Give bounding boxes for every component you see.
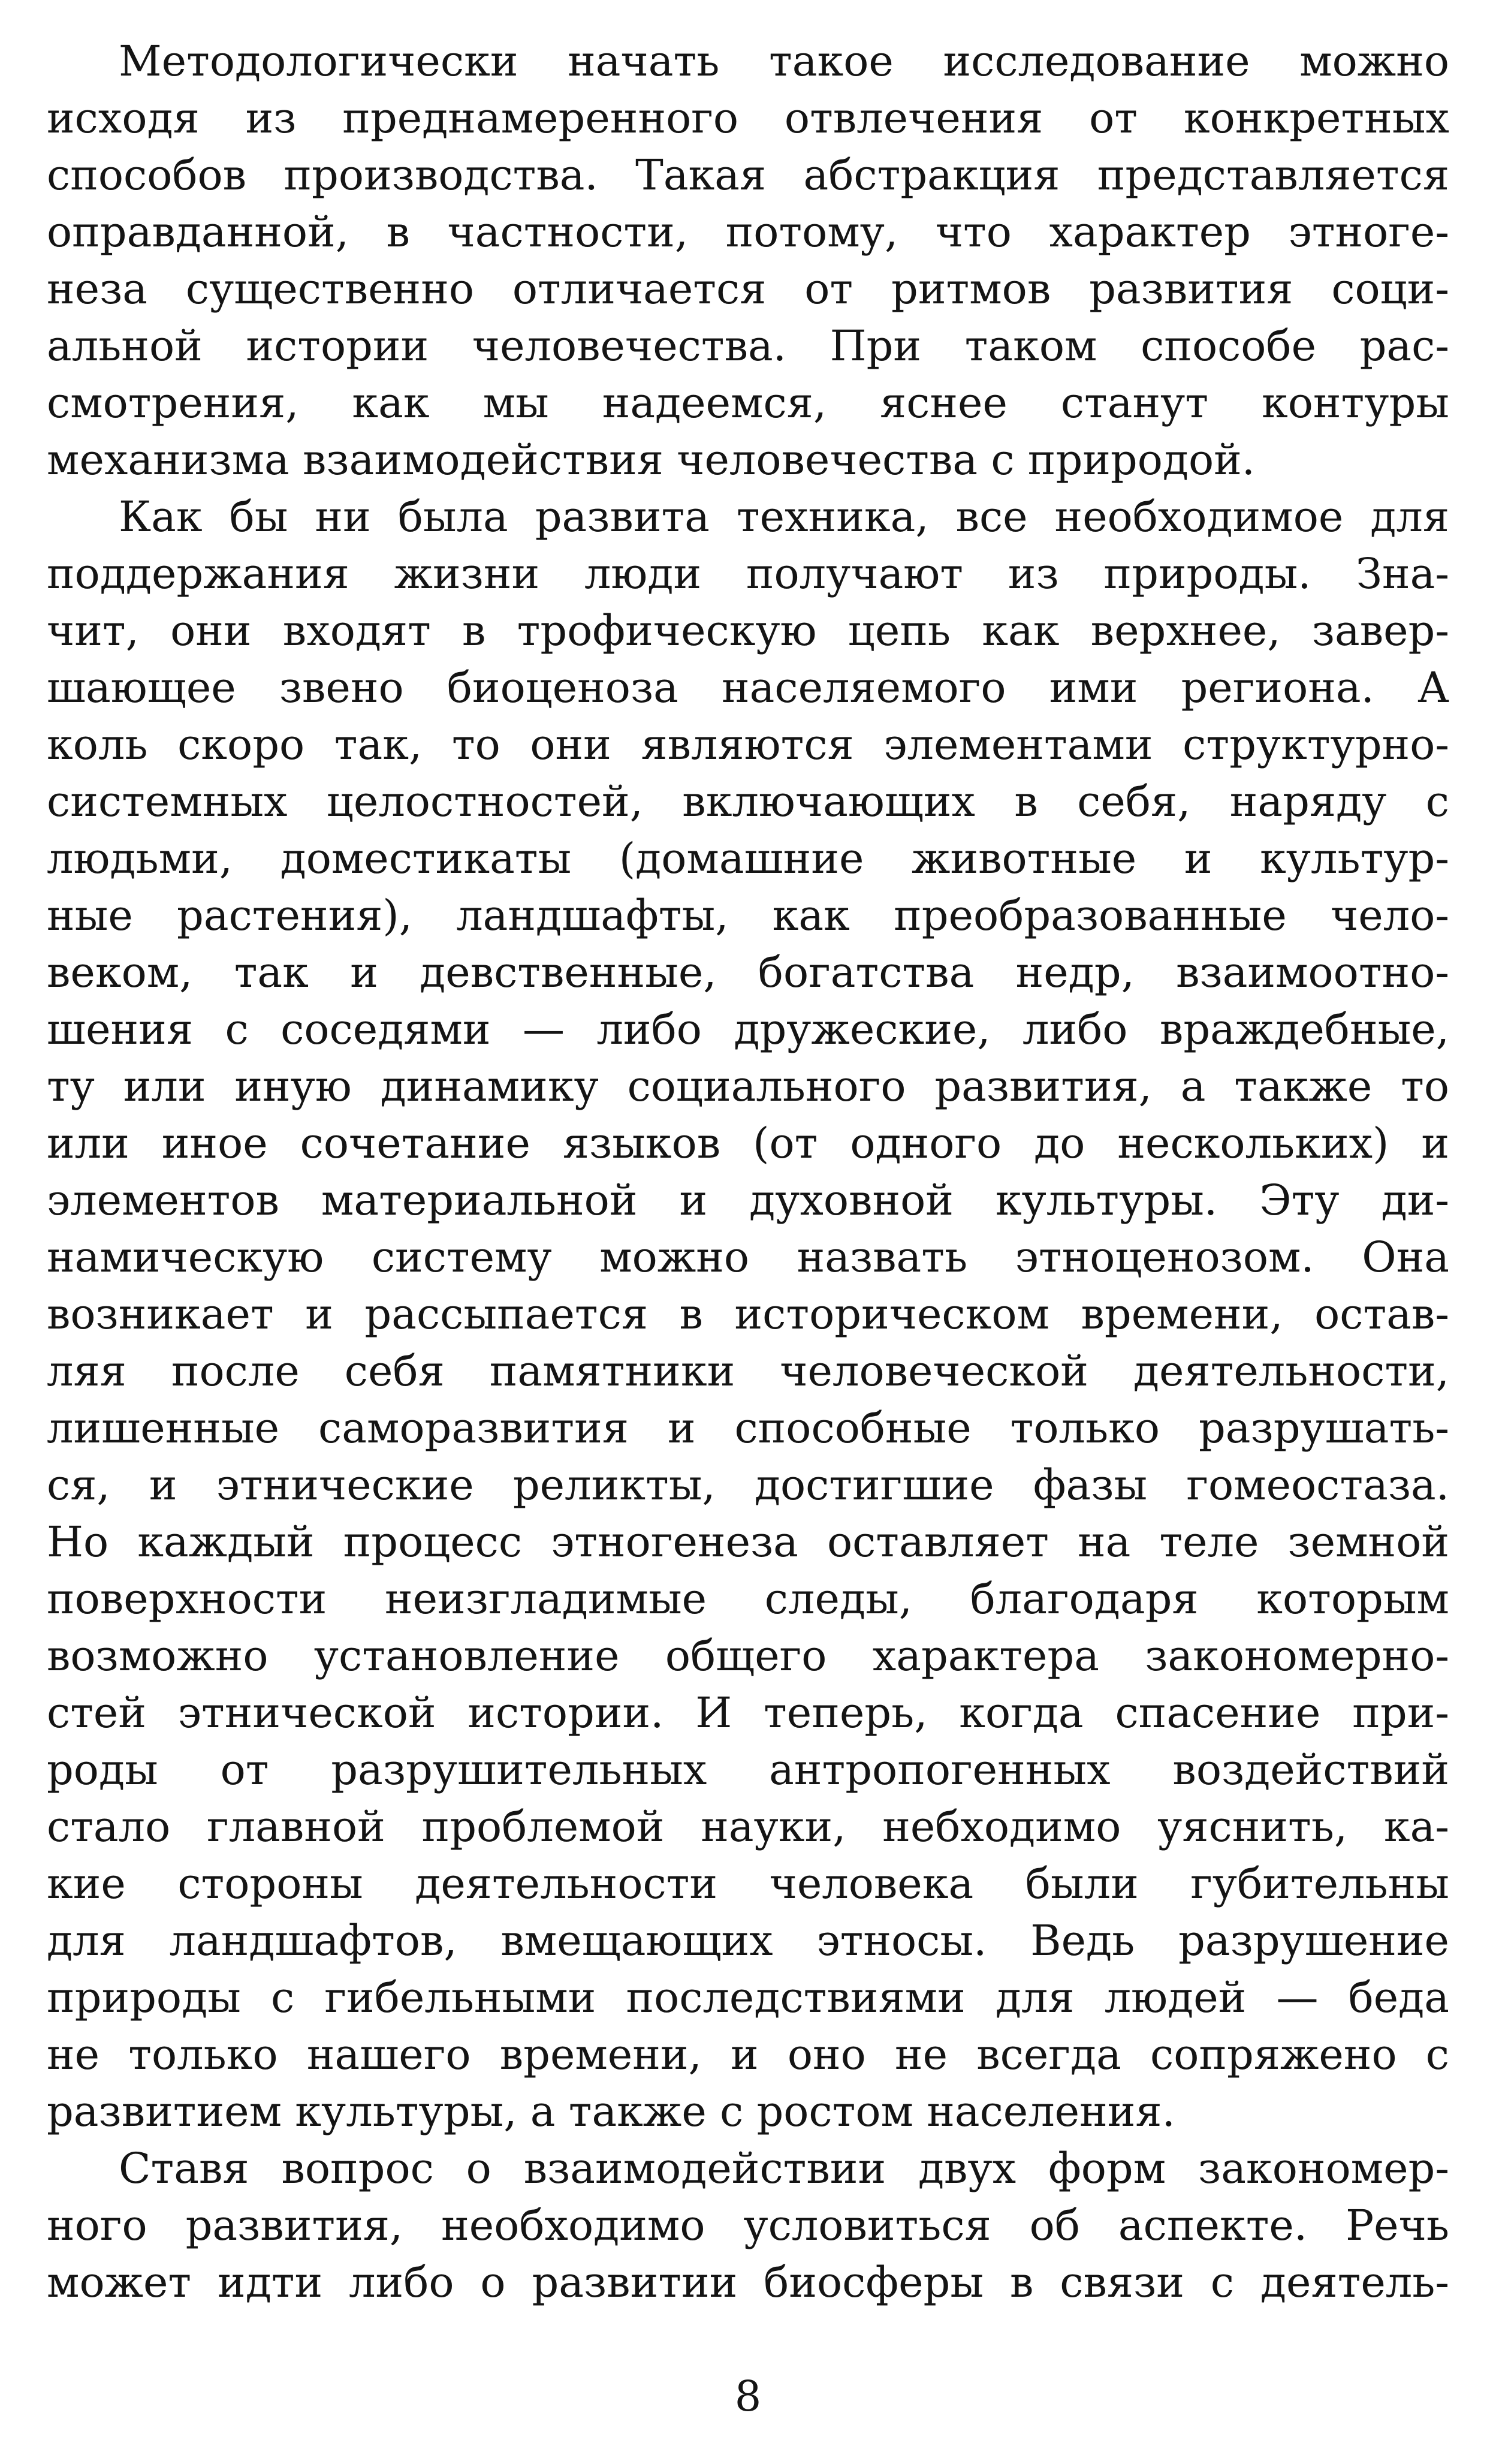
text-line: шающее звено биоценоза населяемого ими региона. А: [47, 663, 1449, 712]
text-line: роды от разрушительных антропогенных воздействий: [47, 1745, 1449, 1794]
text-line: кие стороны деятельности человека были губительны: [47, 1859, 1449, 1908]
text-line: неза существенно отличается от ритмов развития соци-: [47, 264, 1449, 314]
text-line: смотрения, как мы надеемся, яснее станут контуры: [47, 378, 1449, 427]
text-line: поддержания жизни люди получают из природы. Зна-: [47, 549, 1449, 598]
text-line: поверхности неизгладимые следы, благодаря которым: [47, 1574, 1449, 1623]
text-line: оправданной, в частности, потому, что характер этноге-: [47, 207, 1449, 257]
text-line: стало главной проблемой науки, небходимо уяснить, ка-: [47, 1802, 1449, 1851]
page-number: 8: [734, 2372, 762, 2421]
text-line: ляя после себя памятники человеческой деятельности,: [47, 1347, 1449, 1396]
body-text: [47, 33, 1449, 2311]
text-line: ту или иную динамику социального развития, а также то: [47, 1062, 1449, 1111]
text-line: веком, так и девственные, богатства недр, взаимоотно-: [47, 948, 1449, 997]
text-line: системных целостностей, включающих в себя, наряду с: [47, 777, 1449, 826]
book-page: [47, 33, 1449, 2431]
text-line: природы с гибельными последствиями для людей — беда: [47, 1973, 1449, 2022]
text-line: людьми, доместикаты (домашние животные и культур-: [47, 834, 1449, 883]
text-line: Как бы ни была развита техника, все необходимое для: [119, 492, 1449, 541]
text-line: ного развития, необходимо условиться об аспекте. Речь: [47, 2201, 1449, 2250]
text-line: для ландшафтов, вмещающих этносы. Ведь разрушение: [47, 1916, 1449, 1965]
text-line: не только нашего времени, и оно не всегда сопряжено с: [47, 2030, 1449, 2079]
text-line: возникает и рассыпается в историческом времени, остав-: [47, 1290, 1449, 1339]
text-line: коль скоро так, то они являются элементами структурно-: [47, 720, 1449, 769]
text-line: намическую систему можно назвать этноценозом. Она: [47, 1233, 1449, 1282]
text-line: чит, они входят в трофическую цепь как верхнее, завер-: [47, 606, 1449, 655]
text-line: механизма взаимодействия человечества с природой.: [47, 435, 1256, 484]
text-line: элементов материальной и духовной культуры. Эту ди-: [47, 1176, 1449, 1225]
text-line: способов производства. Такая абстракция представляется: [47, 150, 1449, 200]
text-line: Но каждый процесс этногенеза оставляет на теле земной: [47, 1517, 1449, 1567]
text-line: шения с соседями — либо дружеские, либо враждебные,: [47, 1005, 1449, 1054]
text-line: Методологически начать такое исследование можно: [119, 37, 1449, 86]
text-line: Ставя вопрос о взаимодействии двух форм закономер-: [119, 2144, 1449, 2193]
text-line: альной истории человечества. При таком способе рас-: [47, 321, 1449, 370]
text-line: исходя из преднамеренного отвлечения от конкретных: [47, 94, 1449, 143]
text-line: лишенные саморазвития и способные только разрушать-: [47, 1403, 1449, 1453]
text-line: может идти либо о развитии биосферы в связи с деятель-: [47, 2258, 1449, 2307]
text-line: возможно установление общего характера закономерно-: [47, 1631, 1449, 1680]
text-line: развитием культуры, а также с ростом населения.: [47, 2087, 1175, 2136]
text-line: стей этнической истории. И теперь, когда спасение при-: [47, 1688, 1449, 1737]
text-line: ся, и этнические реликты, достигшие фазы гомеостаза.: [47, 1460, 1449, 1510]
text-line: ные растения), ландшафты, как преобразованные чело-: [47, 891, 1449, 940]
text-line: или иное сочетание языков (от одного до нескольких) и: [47, 1119, 1449, 1168]
